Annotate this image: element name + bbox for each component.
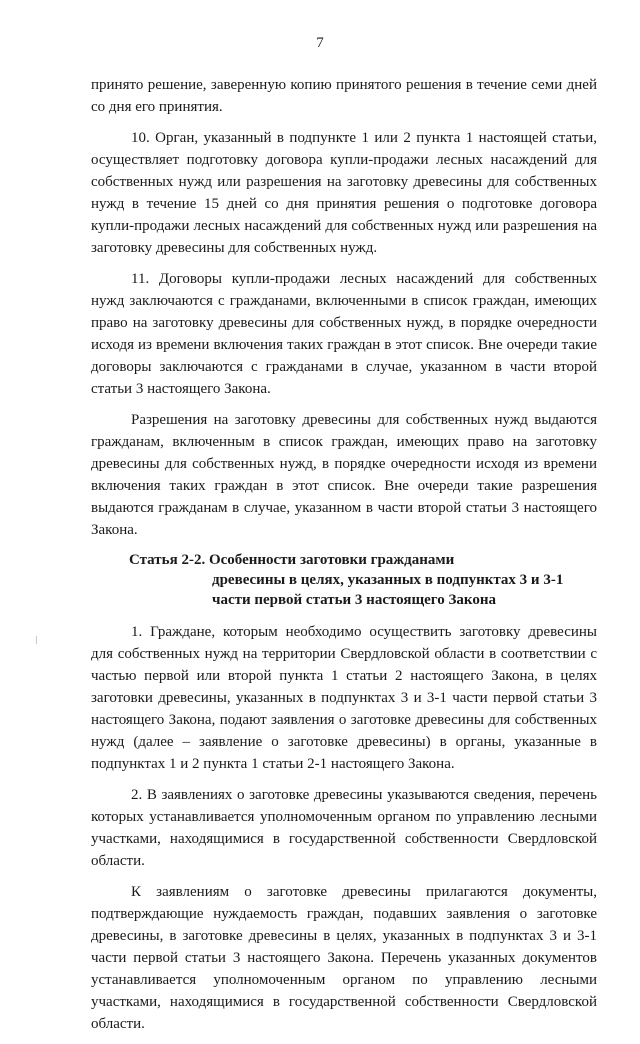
paragraph-permits: Разрешения на заготовку древесины для собственных нужд выдаются гражданам, включенным в список граждан, имеющих право на заготовку древесины для собственных нужд, в порядке очередности исходя из времени включения таких граждан в этот список. Вне очереди такие разрешения выдаются гражданам в случае, указанном в части второй статьи 3 настоящего Закона. xyxy=(91,412,597,538)
page-number: 7 xyxy=(316,35,324,51)
margin-mark xyxy=(36,636,37,644)
paragraph-article-item-2: 2. В заявлениях о заготовке древесины указываются сведения, перечень которых устанавливается уполномоченным органом по управлению лесными участками, находящимися в государственной собственности Свердловской области. xyxy=(91,787,597,869)
paragraph-item-10: 10. Орган, указанный в подпункте 1 или 2 пункта 1 настоящей статьи, осуществляет подготовку договора купли-продажи лесных насаждений для собственных нужд или разрешения на заготовку древесины для собственных нужд в течение 15 дней со дня принятия решения о подготовке договора купли-продажи лесных насаждений для собственных нужд или разрешения на заготовку древесины для собственных нужд. xyxy=(91,130,597,256)
article-heading-line-3: части первой статьи 3 настоящего Закона xyxy=(212,592,496,608)
paragraph-continuation: принято решение, заверенную копию принятого решения в течение семи дней со дня его принятия. xyxy=(91,77,597,115)
article-heading-line-2: древесины в целях, указанных в подпунктах 3 и 3-1 xyxy=(212,572,564,588)
paragraph-documents: К заявлениям о заготовке древесины прилагаются документы, подтверждающие нуждаемость граждан, подавших заявления о заготовке древесины, в заготовке древесины в целях, указанных в подпунктах 3 и 3-1 части первой статьи 3 настоящего Закона. Перечень указанных документов устанавливается уполномоченным органом по управлению лесными участками, находящимися в государственной собственности Свердловской области. xyxy=(91,884,597,1032)
document-body xyxy=(91,74,597,1044)
paragraph-item-11: 11. Договоры купли-продажи лесных насаждений для собственных нужд заключаются с гражданами, включенными в список граждан, имеющих право на заготовку древесины для собственных нужд, в порядке очередности исходя из времени включения таких граждан в этот список. Вне очереди такие договоры заключаются с гражданами в случае, указанном в части второй статьи 3 настоящего Закона. xyxy=(91,271,597,397)
article-heading-line-1: Статья 2-2. Особенности заготовки гражданами xyxy=(129,552,455,568)
paragraph-article-item-1: 1. Граждане, которым необходимо осуществить заготовку древесины для собственных нужд на территории Свердловской области в соответствии с частью первой или второй пункта 1 статьи 2 настоящего Закона, в целях заготовки древесины, указанных в подпунктах 3 и 3-1 части первой статьи 3 настоящего Закона, подают заявления о заготовке древесины для собственных нужд (далее – заявление о заготовке древесины) в органы, указанные в подпунктах 1 и 2 пункта 1 статьи 2-1 настоящего Закона. xyxy=(91,624,597,772)
article-heading xyxy=(91,550,597,610)
